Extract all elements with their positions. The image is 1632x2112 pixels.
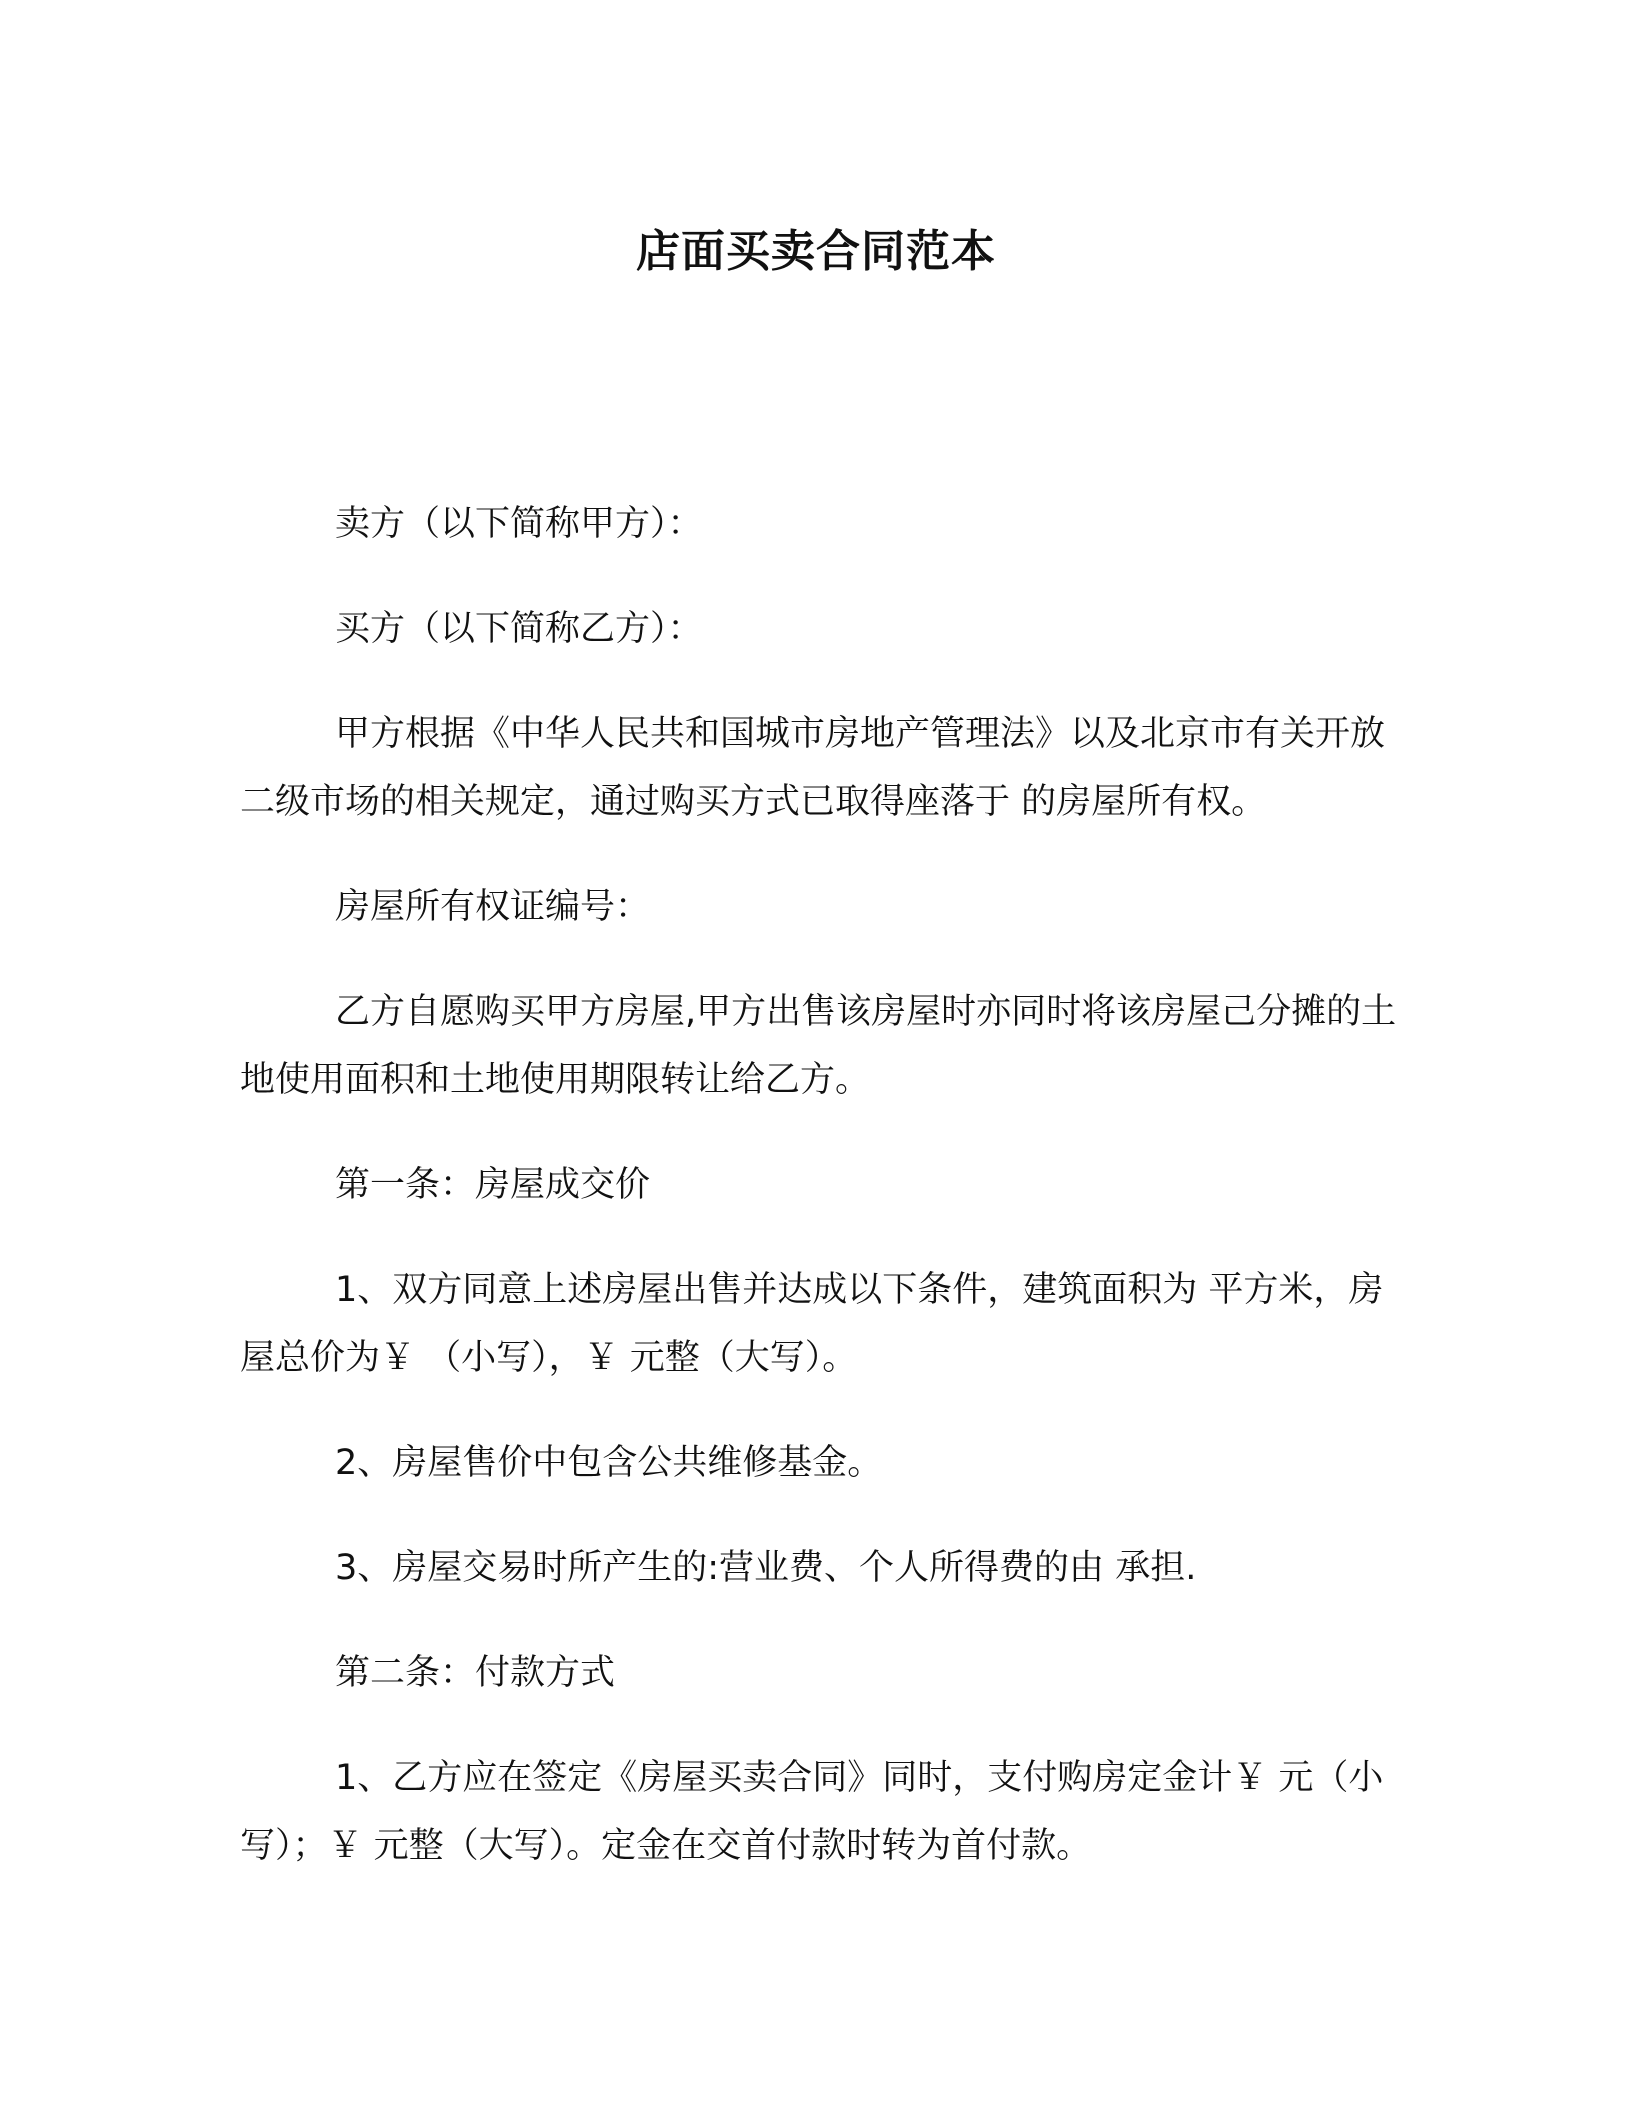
certificate-number-line: 房屋所有权证编号： — [335, 887, 651, 927]
document-title: 店面买卖合同范本 — [636, 226, 996, 277]
article-one-clause-2: 2、房屋售价中包含公共维修基金。 — [335, 1443, 883, 1483]
article-one-clause-3: 3、房屋交易时所产生的:营业费、个人所得费的由 承担. — [335, 1548, 1197, 1588]
article-one-clause-1: 1、双方同意上述房屋出售并达成以下条件，建筑面积为 平方米，房屋总价为￥ （小写），￥ 元整（大写）。 — [240, 1270, 1384, 1378]
land-transfer-paragraph: 乙方自愿购买甲方房屋,甲方出售该房屋时亦同时将该房屋己分摊的土地使用面积和土地使用期限转让给乙方。 — [240, 992, 1397, 1100]
contract-body — [240, 490, 1400, 1917]
ownership-basis-paragraph: 甲方根据《中华人民共和国城市房地产管理法》以及北京市有关开放二级市场的相关规定，通过购买方式已取得座落于 的房屋所有权。 — [240, 714, 1386, 822]
article-two-clause-1: 1、乙方应在签定《房屋买卖合同》同时，支付购房定金计￥ 元（小写）；￥ 元整（大写）。定金在交首付款时转为首付款。 — [240, 1758, 1384, 1866]
buyer-line: 买方（以下简称乙方）： — [335, 609, 703, 649]
article-two-heading: 第二条：付款方式 — [335, 1653, 616, 1693]
seller-line: 卖方（以下简称甲方）： — [335, 504, 703, 544]
article-one-heading: 第一条：房屋成交价 — [335, 1165, 651, 1205]
